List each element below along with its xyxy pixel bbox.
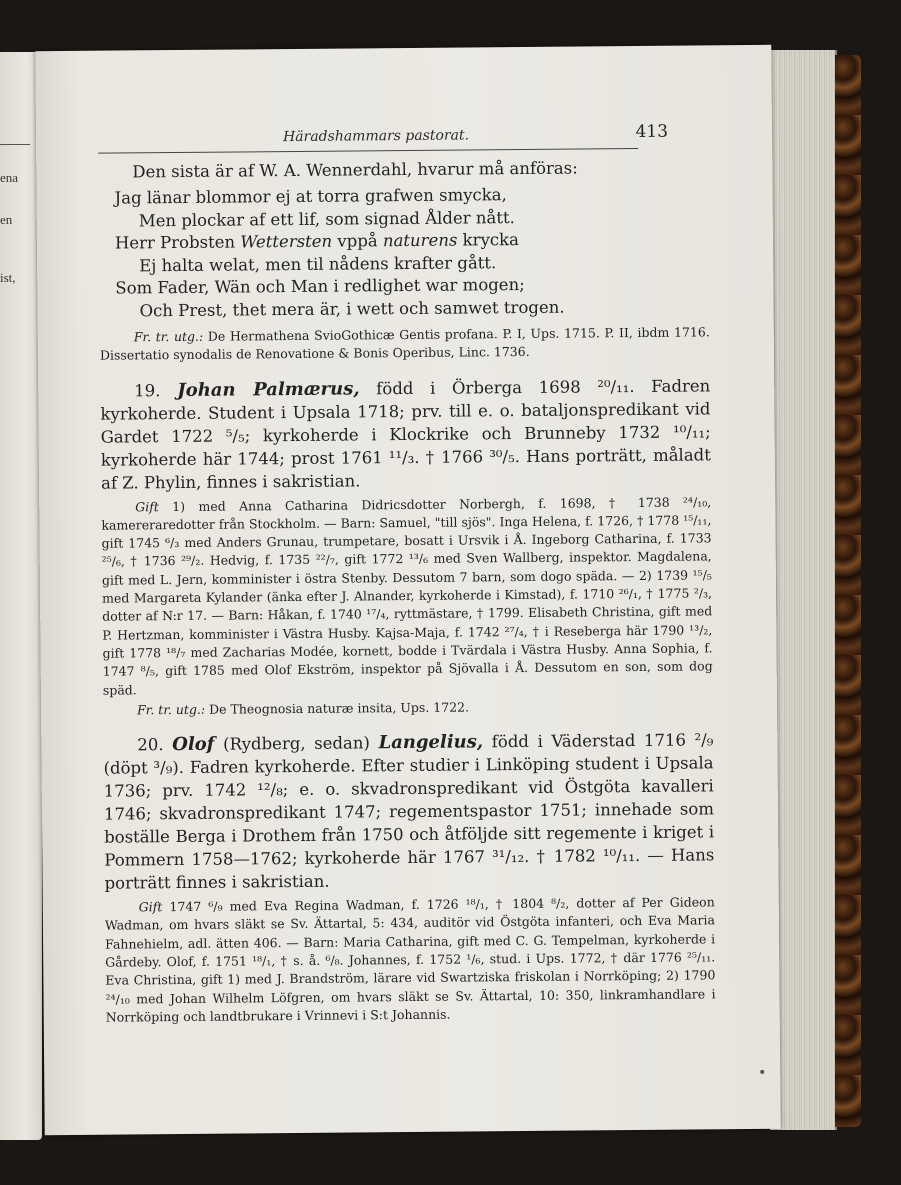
- page-body: [98, 155, 716, 1027]
- poem-italic-word: naturens: [382, 230, 458, 251]
- left-page-fragment: ena: [0, 170, 19, 185]
- left-page-fragment: ist,: [0, 270, 16, 285]
- entry-text: född i Örberga 1698 ²⁰/₁₁. Fadren kyrkoherde. Student i Upsala 1718; prv. till e. o. bataljonspredikant vid Gardet 1722 ⁵/₅; kyrkoherde i Klockrike och Brunneby 1732 ¹⁰/₁₁; kyrkoherde här 1744; prost 1761 ¹¹/₃. † 1766 ³⁰/₅. Hans porträtt, måladt af Z. Phylin, finnes i sakristian.: [100, 375, 711, 493]
- entry-20-family: [105, 893, 716, 1026]
- poem-line: Herr Probsten Wettersten vppå naturens krycka: [114, 230, 519, 253]
- works-label: Fr. tr. utg.:: [133, 328, 204, 345]
- page-edges: [770, 50, 837, 1130]
- poem-italic-name: Wettersten: [240, 231, 333, 252]
- works-text: De Theognosia naturæ insita, Ups. 1722.: [209, 699, 470, 717]
- entry-20: [103, 728, 714, 894]
- gift-label: Gift: [138, 899, 163, 915]
- entry-name: Johan Palmærus,: [177, 378, 360, 401]
- entry-number: 19.: [134, 380, 161, 400]
- left-page-rule: [0, 144, 30, 145]
- works-text: De Hermathena SvioGothicæ Gentis profana. P. I, Ups. 1715. P. II, ibdm 1716. Dissertatio synodalis de Renovatione & Bonis Operibus, Linc. 1736.: [99, 324, 710, 363]
- entry-surname: Langelius,: [378, 731, 484, 754]
- page-number: 413: [635, 121, 669, 142]
- poem-line: Som Fader, Wän och Man i redlighet war mogen;: [115, 274, 525, 298]
- poem-line: Och Prest, thet mera är, i wett och samwet trogen.: [139, 297, 565, 320]
- entry-19-works: [103, 696, 713, 720]
- entry-number: 20.: [137, 735, 164, 755]
- poem-line: Men plockar af ett lif, som signad Ålder nått.: [138, 207, 515, 230]
- gift-text: 1) med Anna Catharina Didricsdotter Norbergh, f. 1698, † 1738 ²⁴/₁₀, kamereraredotter från Stockholm. — Barn: Samuel, "till sjös". Inga Helena, f. 1726, † 1778 ¹⁵/₁₁, gift 1745 ⁶/₃ med Anders Grunau, trumpetare, bosatt i Ursvik i Å. Ingeborg Catharina, f. 1733 ²⁵/₆, † 1736 ²⁹/₂. Hedvig, f. 1735 ²²/₇, gift 1772 ¹³/₆ med Sven Wallberg, inspektor. Magdalena, gift med L. Jern, komminister i östra Stenby. Dessutom 7 barn, som dogo späda. — 2) 1739 ¹⁵/₅ med Margareta Kylander (änka efter J. Alnander, kyrkoherde i Kimstad), f. 1710 ²⁶/₁, † 1775 ²/₃, dotter af N:r 17. — Barn: Håkan, f. 1740 ¹⁷/₄, ryttmästare, † 1799. Elisabeth Christina, gift med P. Hertzman, komminister i Västra Husby. Kajsa-Maja, f. 1742 ²⁷/₄, † i Reseberga här 1790 ¹³/₂, gift 1778 ¹⁸/₇ med Zacharias Modée, kornett, bodde i Tvärdala i Västra Husby. Anna Sophia, f. 1747 ⁸/₅, gift 1785 med Olof Ekström, inspektor på Sjövalla i Å. Dessutom en son, som dog späd.: [101, 493, 713, 698]
- entry-alias: (Rydberg, sedan): [223, 733, 370, 754]
- gift-label: Gift: [135, 498, 159, 514]
- left-page-fragment: en: [0, 212, 13, 227]
- book-cover: [835, 55, 861, 1127]
- entry-19: [100, 374, 711, 494]
- ink-dot: [760, 1070, 764, 1074]
- works-label: Fr. tr. utg.:: [136, 701, 206, 718]
- poem-line: Ej halta welat, men til nådens krafter gått.: [139, 252, 497, 275]
- entry-name: Olof: [172, 733, 215, 756]
- entry-text: född i Väderstad 1716 ²/₉ (döpt ³/₉). Fadren kyrkoherde. Efter studier i Linköping student i Upsala 1736; prv. 1742 ¹²/₈; e. o. skvadronspredikant vid Östgöta kavalleri 1746; skvadronspredikant 1747; regementspastor 1751; innehade som boställe Berga i Drothem från 1750 och åtföljde sitt regemente i kriget i Pommern 1758—1762; kyrkoherde här 1767 ³¹/₁₂. † 1782 ¹⁰/₁₁. — Hans porträtt finnes i sakristian.: [103, 730, 715, 893]
- gift-text: 1747 ⁶/₉ med Eva Regina Wadman, f. 1726 ¹⁸/₁, † 1804 ⁸/₂, dotter af Per Gideon Wadman, om hvars släkt se Sv. Ättartal, 5: 434, auditör vid Östgöta infanteri, och Eva Maria Fahnehielm, adl. ätten 406. — Barn: Maria Catharina, gift med C. G. Tempelman, kyrkoherde i Gårdeby. Olof, f. 1751 ¹⁸/₁, † s. å. ⁶/₈. Johannes, f. 1752 ¹/₆, stud. i Ups. 1772, † där 1776 ²⁵/₁₁. Eva Christina, gift 1) med J. Brandström, lärare vid Swartziska friskolan i Norrköping; 2) 1790 ²⁴/₁₀ med Johan Wilhelm Löfgren, om hvars släkt se Sv. Ättartal, 10: 350, linkramhandlare i Norrköping och landtbrukare i Vrinnevi i S:t Johannis.: [104, 894, 716, 1025]
- poem: [98, 182, 709, 322]
- intro-paragraph: Den sista är af W. A. Wennerdahl, hvarur må anföras:: [132, 158, 578, 182]
- page-header: [98, 116, 669, 154]
- left-page: [0, 52, 42, 1140]
- running-head: Häradshammars pastorat.: [282, 127, 470, 146]
- works-note: [100, 323, 710, 365]
- entry-19-family: [101, 493, 713, 700]
- poem-line: Jag länar blommor ej at torra grafwen smycka,: [114, 185, 507, 208]
- book-page: [35, 45, 780, 1135]
